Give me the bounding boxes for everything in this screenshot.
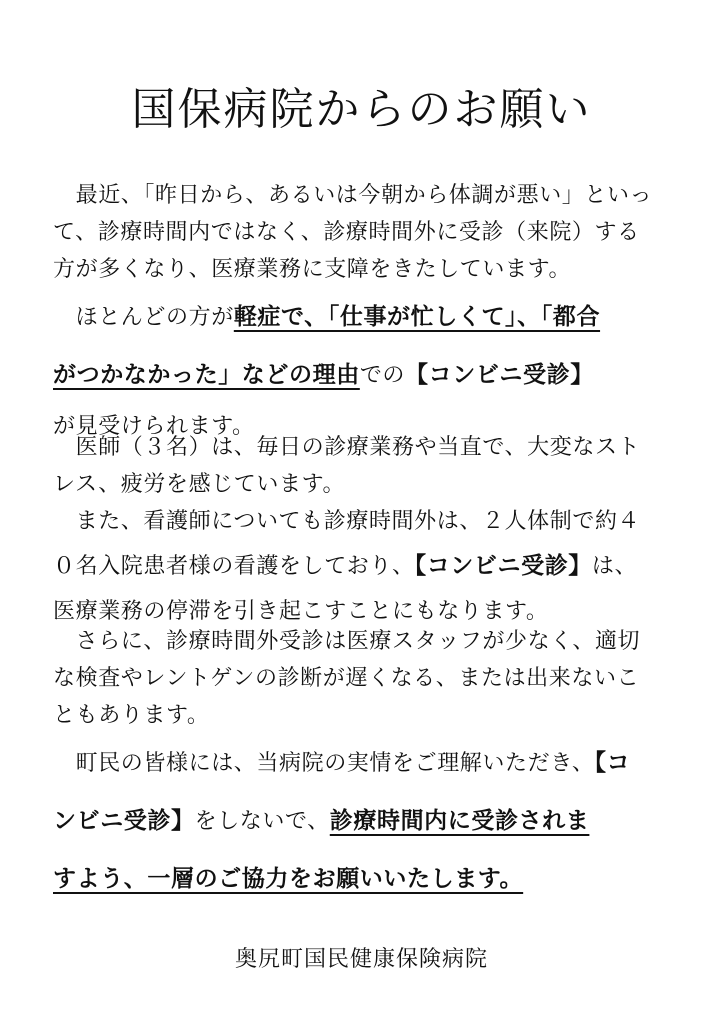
paragraph-6-line-2-text: をしないで、 <box>194 809 330 834</box>
paragraph-6-line-1-text: 町民の皆様には、当病院の実情をご理解いただき、 <box>53 751 595 776</box>
paragraph-4 <box>53 503 673 630</box>
paragraph-2-line-1-text: ほとんどの方が <box>53 305 234 330</box>
convenience-visit-label-start: 【コ <box>594 750 631 776</box>
paragraph-1-line-3: 方が多くなり、医療業務に支障をきたしています。 <box>53 257 572 282</box>
paragraph-5-line-1: さらに、診療時間外受診は医療スタッフが少なく、適切 <box>53 629 641 654</box>
convenience-visit-label: 【コンビニ受診】 <box>405 362 594 388</box>
paragraph-6-line-3 <box>53 854 673 912</box>
paragraph-3 <box>53 429 673 503</box>
paragraph-3-line-1: 医師（３名）は、毎日の診療業務や当直で、大変なスト <box>53 435 641 460</box>
paragraph-2 <box>53 292 673 445</box>
paragraph-5-line-2: な検査やレントゲンの診断が遅くなる、または出来ないこ <box>53 666 640 691</box>
paragraph-2-line-2-text: での <box>359 363 406 388</box>
paragraph-5 <box>53 623 673 734</box>
paragraph-2-line-2 <box>53 350 673 408</box>
paragraph-1 <box>53 177 673 288</box>
hospital-name: 奥尻町国民健康保険病院 <box>234 947 488 972</box>
paragraph-4-line-2-text: ０名入院患者様の看護をしており、 <box>53 554 415 579</box>
emphasis-mild-symptoms: 軽症で、「仕事が忙しくて」、「都合 <box>233 304 601 330</box>
paragraph-4-line-2 <box>53 548 673 593</box>
emphasis-cooperation-request: すよう、一層のご協力をお願いいたします。 <box>53 866 524 892</box>
paragraph-2-line-1 <box>53 292 673 350</box>
emphasis-reasons: がつかなかった」などの理由 <box>53 362 360 388</box>
paragraph-1-line-2: て、診療時間内ではなく、診療時間外に受診（来院）する <box>53 220 640 245</box>
paragraph-6-line-2 <box>53 796 673 854</box>
paragraph-3-line-2: レス、疲労を感じています。 <box>53 472 346 497</box>
paragraph-1-line-1: 最近、「昨日から、あるいは今朝から体調が悪い」といっ <box>53 183 653 208</box>
convenience-visit-label-end: ンビニ受診】 <box>53 808 195 834</box>
paragraph-4-line-1: また、看護師についても診療時間外は、２人体制で約４ <box>53 509 641 534</box>
paragraph-6 <box>53 738 673 912</box>
paragraph-6-line-1 <box>53 738 673 796</box>
convenience-visit-label: 【コンビニ受診】 <box>414 553 592 579</box>
paragraph-4-line-2-tail: は、 <box>591 554 638 579</box>
paragraph-2-line-3: が見受けられます。 <box>53 414 255 439</box>
emphasis-visit-during-hours: 診療時間内に受診されま <box>329 808 590 834</box>
page-title: 国保病院からのお願い <box>131 84 592 135</box>
paragraph-4-line-3: 医療業務の停滞を引き起こすことにもなります。 <box>53 599 549 624</box>
paragraph-5-line-3: ともあります。 <box>53 703 210 728</box>
